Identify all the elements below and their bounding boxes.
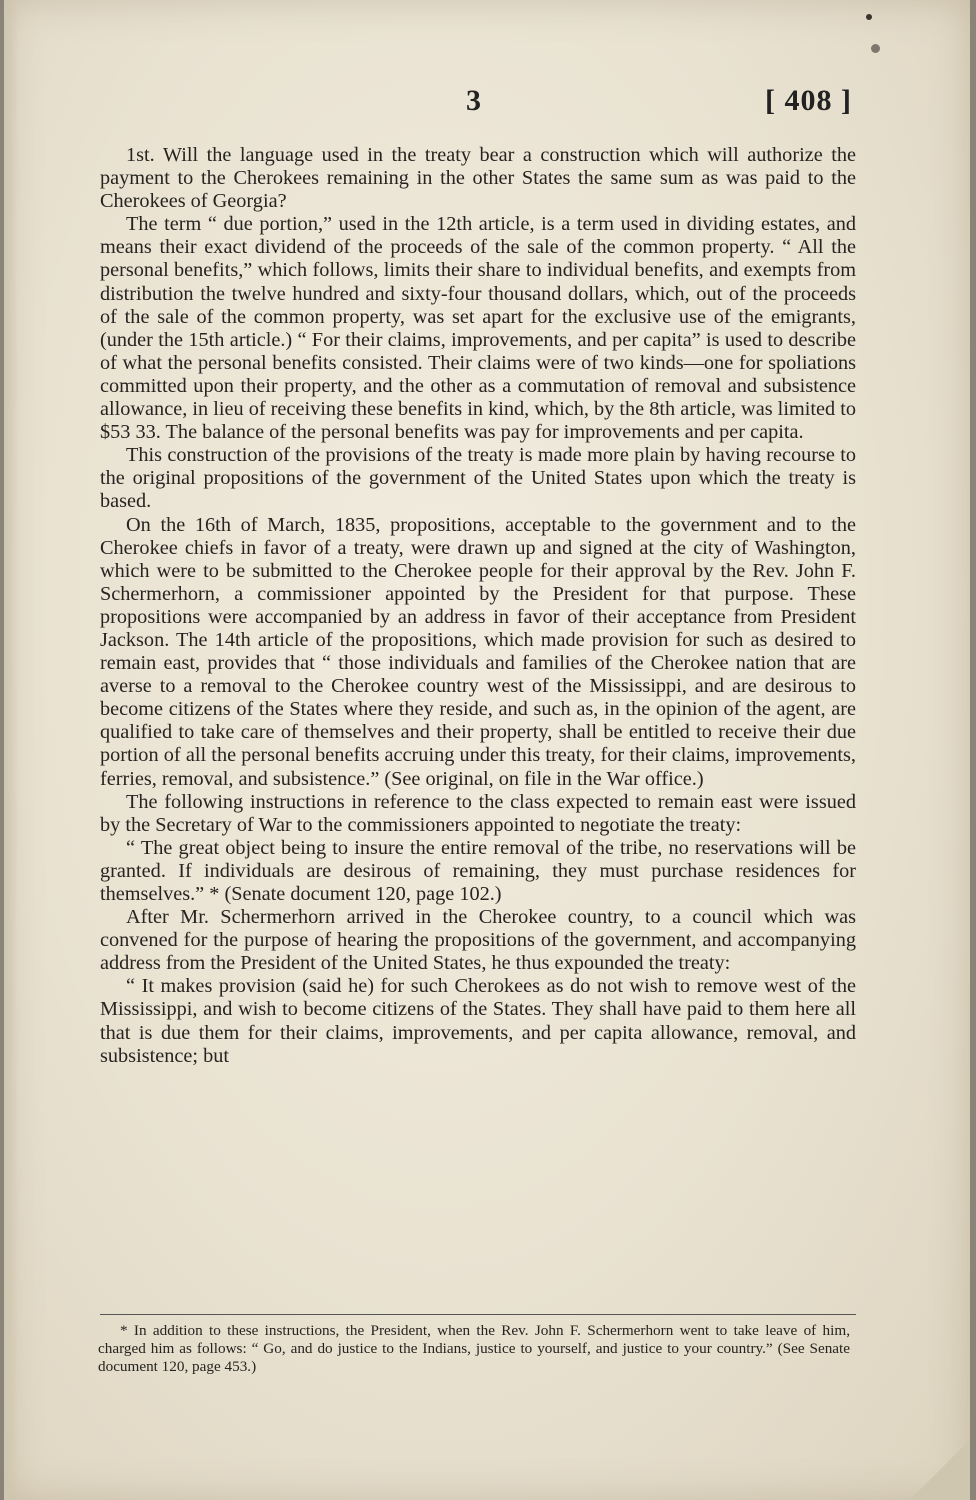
paragraph: On the 16th of March, 1835, propositions, acceptable to the government and to the Cherokee chiefs in favor of a treaty, were drawn up and signed at the city of Washington, which were to be submitted to the Cherokee people for their approval by the Rev. John F. Schermerhorn, a commissioner appointed by the President for that purpose. These propositions were accompanied by an address in favor of their acceptance from President Jackson. The 14th article of the propositions, which made provision for such as desired to remain east, provides that “ those individuals and families of the Cherokee nation that are averse to a removal to the Cherokee country west of the Mississippi, and are desirous to become citizens of the States where they reside, and such as, in the opinion of the agent, are qualified to take care of themselves and their property, shall be entitled to receive their due portion of all the personal benefits accruing under this treaty, for their claims, improvements, ferries, removal, and subsistence.” (See original, on file in the War office.): [100, 513, 856, 790]
torn-corner: [910, 1440, 970, 1500]
paragraph: After Mr. Schermerhorn arrived in the Cherokee country, to a council which was convened for the purpose of hearing the propositions of the government, and accompanying address from the President of the United States, he thus expounded the treaty:: [100, 906, 856, 975]
body-text: [100, 144, 856, 1068]
page-edge-shadow: [4, 0, 18, 1500]
page-header: [4, 84, 970, 128]
ink-spot: [866, 14, 872, 20]
footnote: [98, 1322, 850, 1376]
paragraph: “ It makes provision (said he) for such Cherokees as do not wish to remove west of the Mississippi, and wish to become citizens of the States. They shall have paid to them here all that is due them for their claims, improvements, and per capita allowance, removal, and subsistence; but: [100, 975, 856, 1067]
paragraph: The following instructions in reference to the class expected to remain east were issued by the Secretary of War to the commissioners appointed to negotiate the treaty:: [100, 790, 856, 836]
document-page: [4, 0, 970, 1500]
footnote-rule: [100, 1314, 856, 1315]
document-number: [ 408 ]: [765, 84, 852, 117]
ink-spot: [871, 44, 880, 53]
paragraph: This construction of the provisions of the treaty is made more plain by having recourse to the original propositions of the government of the United States upon which the treaty is based.: [100, 444, 856, 513]
paragraph: The term “ due portion,” used in the 12th article, is a term used in dividing estates, and means their exact dividend of the proceeds of the sale of the common property. “ All the personal benefits,” which follows, limits their share to individual benefits, and exempts from distribution the twelve hundred and sixty-four thousand dollars, which, out of the proceeds of the sale of the common property, was set apart for the exclusive use of the emigrants, (under the 15th article.) “ For their claims, improvements, and per capita” is used to describe of what the personal benefits consisted. Their claims were of two kinds—one for spoliations committed upon their property, and the other as a commutation of removal and subsistence allowance, in lieu of receiving these benefits in kind, which, by the 8th article, was limited to $53 33. The balance of the personal benefits was pay for improvements and per capita.: [100, 213, 856, 444]
footnote-text: * In addition to these instructions, the President, when the Rev. John F. Schermerhorn went to take leave of him, charged him as follows: “ Go, and do justice to the Indians, justice to yourself, and justice to your country.” (See Senate document 120, page 453.): [98, 1322, 850, 1375]
paragraph: “ The great object being to insure the entire removal of the tribe, no reservations will be granted. If individuals are desirous of remaining, they must purchase residences for themselves.” * (Senate document 120, page 102.): [100, 836, 856, 905]
page-number: 3: [466, 84, 481, 117]
paragraph: 1st. Will the language used in the treaty bear a construction which will authorize the payment to the Cherokees remaining in the other States the same sum as was paid to the Cherokees of Georgia?: [100, 144, 856, 213]
